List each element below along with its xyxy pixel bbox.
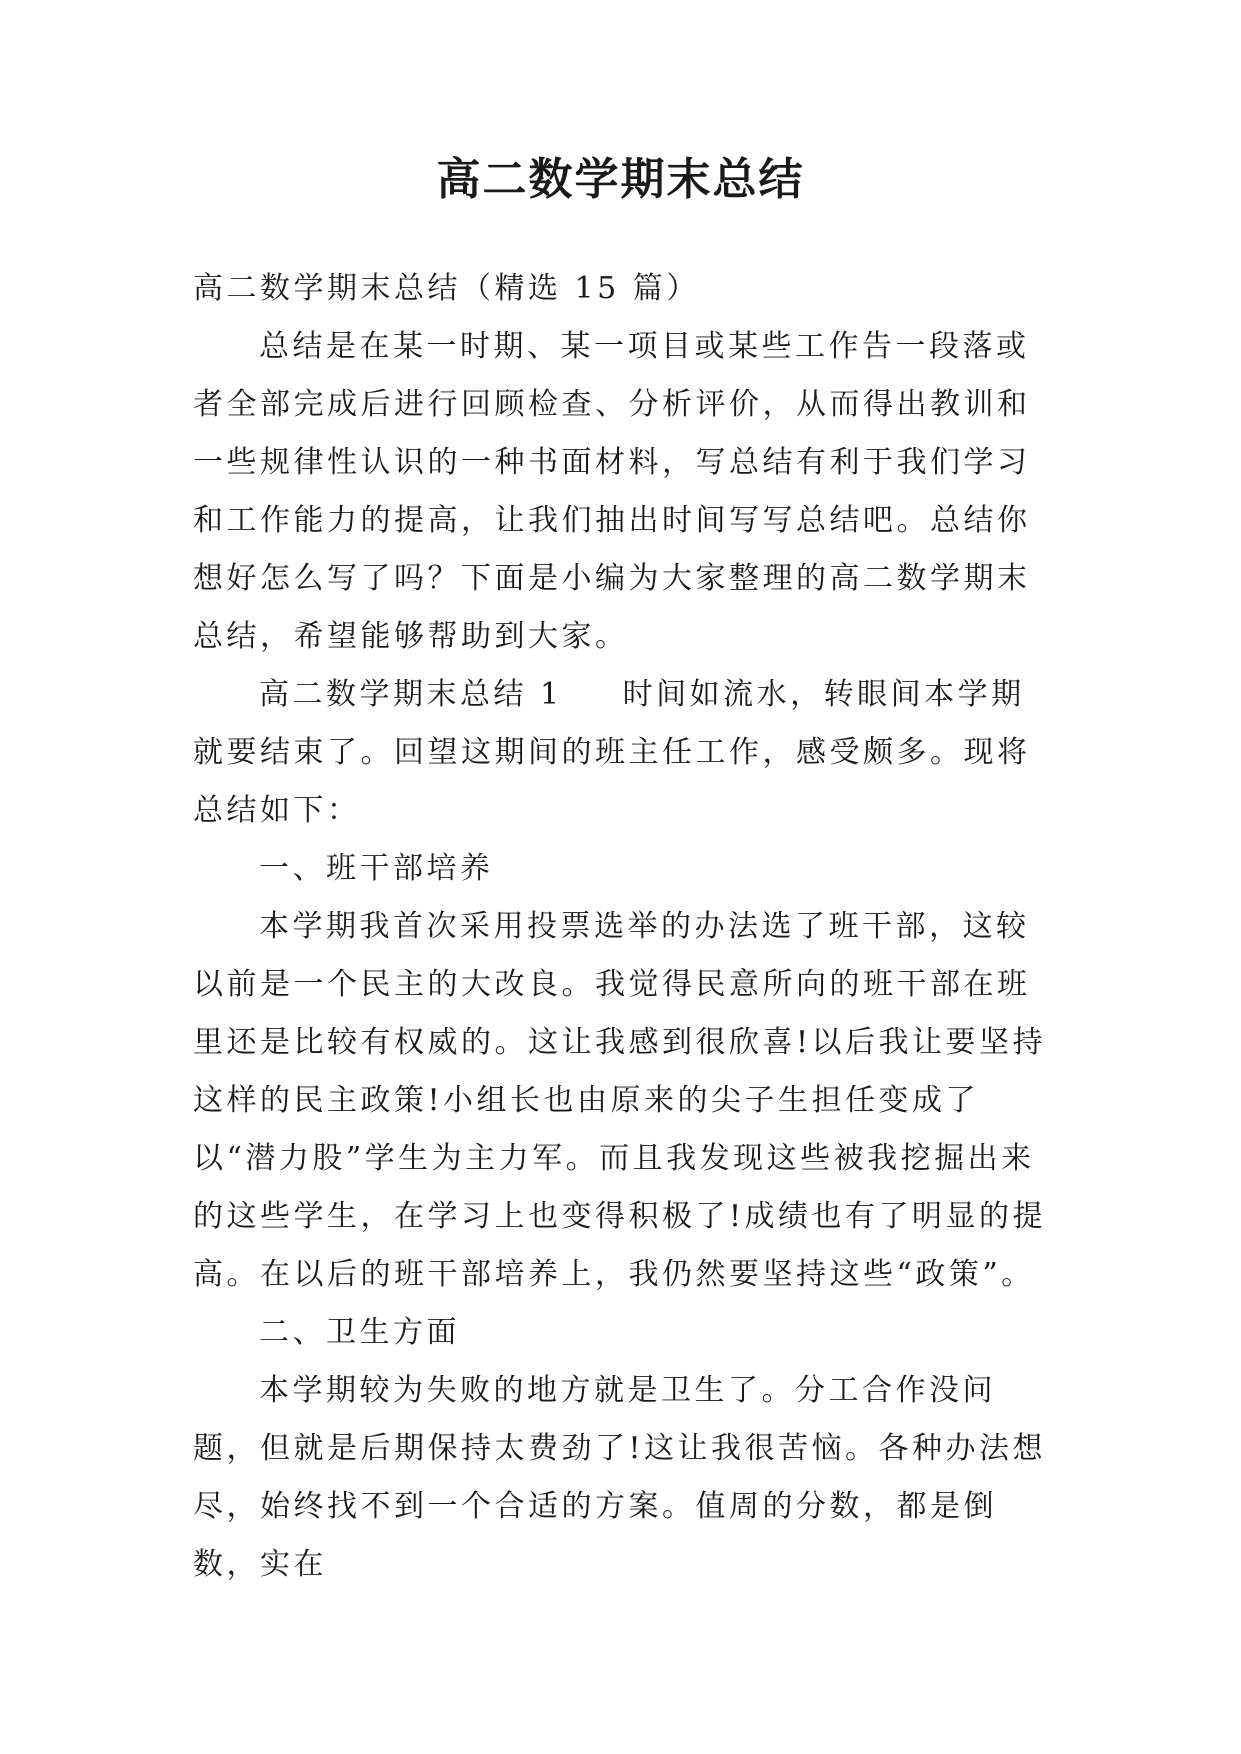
section-1-paragraph: 本学期我首次采用投票选举的办法选了班干部，这较以前是一个民主的大改良。我觉得民意所向的班干部在班里还是比较有权威的。这让我感到很欣喜!以后我让要坚持这样的民主政策!小组长也由原来的尖子生担任变成了以“潜力股”学生为主力军。而且我发现这些被我挖掘出来的这些学生，在学习上也变得积极了!成绩也有了明显的提高。在以后的班干部培养上，我仍然要坚持这些“政策”。 — [193, 909, 1047, 1292]
section-2-paragraph: 本学期较为失败的地方就是卫生了。分工合作没问题，但就是后期保持太费劲了!这让我很苦恼。各种办法想尽，始终找不到一个合适的方案。值周的分数，都是倒数，实在 — [193, 1373, 1047, 1582]
article-1-paragraph — [193, 666, 1053, 840]
document-title: 高二数学期末总结 — [436, 154, 805, 205]
document-subtitle: 高二数学期末总结（精选 15 篇） — [193, 271, 700, 306]
article-1-heading: 高二数学期末总结 1 — [259, 677, 563, 712]
document-body — [193, 260, 1053, 1594]
article-1-lead: 时间如流水，转眼间本学期就要结束了。回望这期间的班主任工作，感受颇多。现将总结如下： — [193, 677, 1031, 828]
section-1-heading: 一、班干部培养 — [259, 851, 494, 886]
section-2-heading: 二、卫生方面 — [259, 1315, 460, 1350]
intro-paragraph: 总结是在某一时期、某一项目或某些工作告一段落或者全部完成后进行回顾检查、分析评价，从而得出教训和一些规律性认识的一种书面材料，写总结有利于我们学习和工作能力的提高，让我们抽出时间写写总结吧。总结你想好怎么写了吗？下面是小编为大家整理的高二数学期末总结，希望能够帮助到大家。 — [193, 329, 1031, 654]
